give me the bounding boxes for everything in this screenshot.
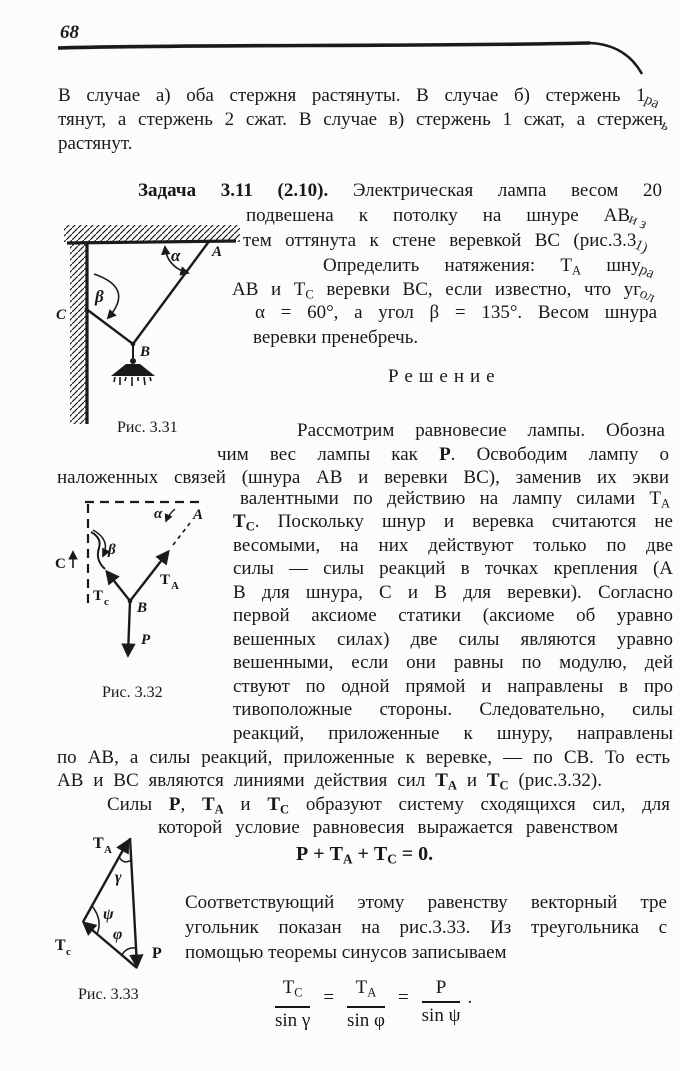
fig31-alpha-label: α: [171, 246, 181, 265]
intro-line-1: В случае а) оба стержня растянуты. В случае б) стержень 1ра: [58, 85, 662, 113]
fig32-alpha-label: α: [154, 506, 163, 522]
fig33-caption: Рис. 3.33: [78, 986, 139, 1003]
fraction-TC-bar: [275, 1006, 310, 1008]
fraction-TC-num: ТС: [282, 977, 303, 1000]
tri-line-2: угольник показан на рис.3.33. Из треугольника с: [185, 917, 667, 938]
tri-line-3: помощью теоремы синусов записываем: [185, 942, 507, 963]
wall-hatch: [70, 243, 87, 424]
fraction-TC-den: sin γ: [275, 1009, 311, 1031]
fraction-TA-bar: [347, 1006, 385, 1008]
col-line-7: вешенных силах) две силы являются уравно: [233, 629, 673, 650]
lamp-fringe: [114, 377, 151, 386]
fig33-psi-label: ψ: [103, 906, 114, 923]
rule-line: [58, 43, 590, 48]
problem-line-6: α = 60°, а угол β = 135°. Весом шнура: [255, 302, 657, 323]
figure-3-31: [48, 216, 270, 424]
problem-line-5: АВ и ТС веревки ВС, если известно, что угол: [232, 279, 658, 307]
lamp-ball: [130, 358, 136, 364]
header-rule: [50, 36, 660, 82]
fraction-P-den: sin ψ: [421, 1005, 461, 1026]
figure-3-32: [53, 492, 245, 692]
fig32-caption: Рис. 3.32: [102, 684, 163, 701]
sol-line-2: чим вес лампы как Р. Освободим лампу о: [217, 444, 669, 465]
fraction-P-bar: [422, 1001, 461, 1003]
vector-P: [130, 838, 137, 966]
problem-line-1: Задача 3.11 (2.10). Электрическая лампа весом 20: [138, 180, 662, 201]
tri-line-1: Соответствующий этому равенству векторный тре: [185, 892, 667, 913]
col-line-10: тивоположные стороны. Следовательно, силы: [233, 699, 673, 720]
fig33-P-label: P: [152, 945, 162, 962]
col-line-9: ствуют по одной прямой и направлены в про: [233, 676, 673, 697]
fig31-beta-label: β: [95, 287, 104, 306]
fig32-P-label: P: [141, 632, 151, 648]
ceiling-line: [67, 241, 236, 243]
ceiling-hatch: [64, 225, 240, 242]
rope-BC: [85, 308, 133, 344]
equals-sign: =: [323, 987, 335, 1008]
solution-heading: Решение: [388, 366, 501, 387]
fraction-P: [422, 976, 461, 1028]
sol-line-3: наложенных связей (шнура АВ и веревки ВС), заменив их экви: [57, 467, 669, 488]
lamp-shade: [111, 364, 155, 376]
sol-line-1: Рассмотрим равновесие лампы. Обозна: [297, 420, 665, 441]
fig33-gamma-label: γ: [115, 869, 122, 886]
vector-TC: [84, 923, 137, 968]
fig33-TA-label: Т: [93, 835, 104, 852]
col-line-6: первой аксиоме статики (аксиоме об уравно: [233, 605, 673, 626]
vector-TC: [107, 572, 130, 601]
full-line-3: Силы Р, ТА и ТС образуют систему сходящихся сил, для: [107, 794, 671, 817]
fig32-TA-sub: А: [171, 580, 179, 592]
intro-line-3: растянут.: [58, 133, 133, 154]
col-line-1: валентными по действию на лампу силами ТА: [240, 488, 670, 511]
page-number: 68: [60, 22, 79, 43]
rule-curl: [590, 43, 642, 74]
fig32-B-label: B: [137, 600, 148, 616]
equation-period: .: [467, 987, 473, 1008]
fig32-beta-label: β: [108, 542, 116, 558]
fig32-TC-label: Т: [93, 588, 104, 604]
problem-line-2: подвешена к потолку на шнуре АВи з: [246, 205, 650, 233]
intro-line-2: тянут, а стержень 2 сжат. В случае в) стержень 1 сжат, а стержень: [58, 109, 673, 135]
fig31-A-label: A: [212, 244, 223, 260]
full-line-1: по АВ, а силы реакций, приложенные к веревке, — по СВ. То есть: [57, 747, 670, 768]
fig32-TC-sub: с: [104, 596, 109, 608]
fig31-caption: Рис. 3.31: [117, 419, 178, 436]
fraction-TC: [275, 976, 310, 1033]
problem-line-3: тем оттянута к стене веревкой ВС (рис.3.31): [243, 230, 651, 257]
full-line-2: АВ и ВС являются линиями действия сил ТА и ТС (рис.3.32).: [57, 770, 602, 793]
col-line-3: весомыми, на них действуют только по две: [233, 535, 673, 556]
fig32-C-label: C: [55, 556, 66, 572]
fig32-A-label: A: [193, 507, 204, 523]
fig31-B-label: B: [140, 344, 151, 360]
fig33-TA-sub: А: [104, 844, 112, 856]
fraction-P-num: Р: [435, 977, 447, 998]
equals-sign: =: [397, 987, 409, 1008]
gamma-arc: [119, 857, 131, 862]
line-BA-extension: [173, 523, 190, 545]
col-line-8: вешенными, если они равны по модулю, дей: [233, 652, 673, 673]
fraction-TA-num: ТА: [355, 977, 377, 1000]
fig31-C-label: C: [56, 307, 67, 323]
col-line-11: реакций, приложенные к шнуру, направлены: [233, 723, 673, 744]
fig32-TA-label: Т: [160, 572, 171, 588]
fraction-TA: [347, 976, 385, 1033]
equation-equilibrium: Р + ТА + ТС = 0.: [296, 843, 434, 867]
fig33-TC-label: Т: [55, 937, 66, 954]
problem-line-7: веревки пренебречь.: [253, 327, 419, 348]
alpha-pointer-arrow: [166, 509, 175, 521]
phi-arc: [122, 948, 136, 955]
fig33-TC-sub: с: [66, 946, 71, 958]
equation-sine-theorem: [272, 976, 472, 1033]
full-line-4: которой условие равновесия выражается равенством: [158, 817, 618, 838]
problem-line-4: Определить натяжения: ТА шнура: [323, 255, 657, 283]
fraction-TA-den: sin φ: [347, 1009, 385, 1031]
vector-P: [128, 601, 130, 655]
col-line-2: ТС. Поскольку шнур и веревка считаются не: [233, 511, 673, 534]
col-line-5: В для шнура, С и В для веревки). Согласно: [233, 582, 673, 603]
fig33-phi-label: φ: [113, 926, 123, 943]
col-line-4: силы — силы реакций в точках крепления (А: [233, 558, 673, 579]
